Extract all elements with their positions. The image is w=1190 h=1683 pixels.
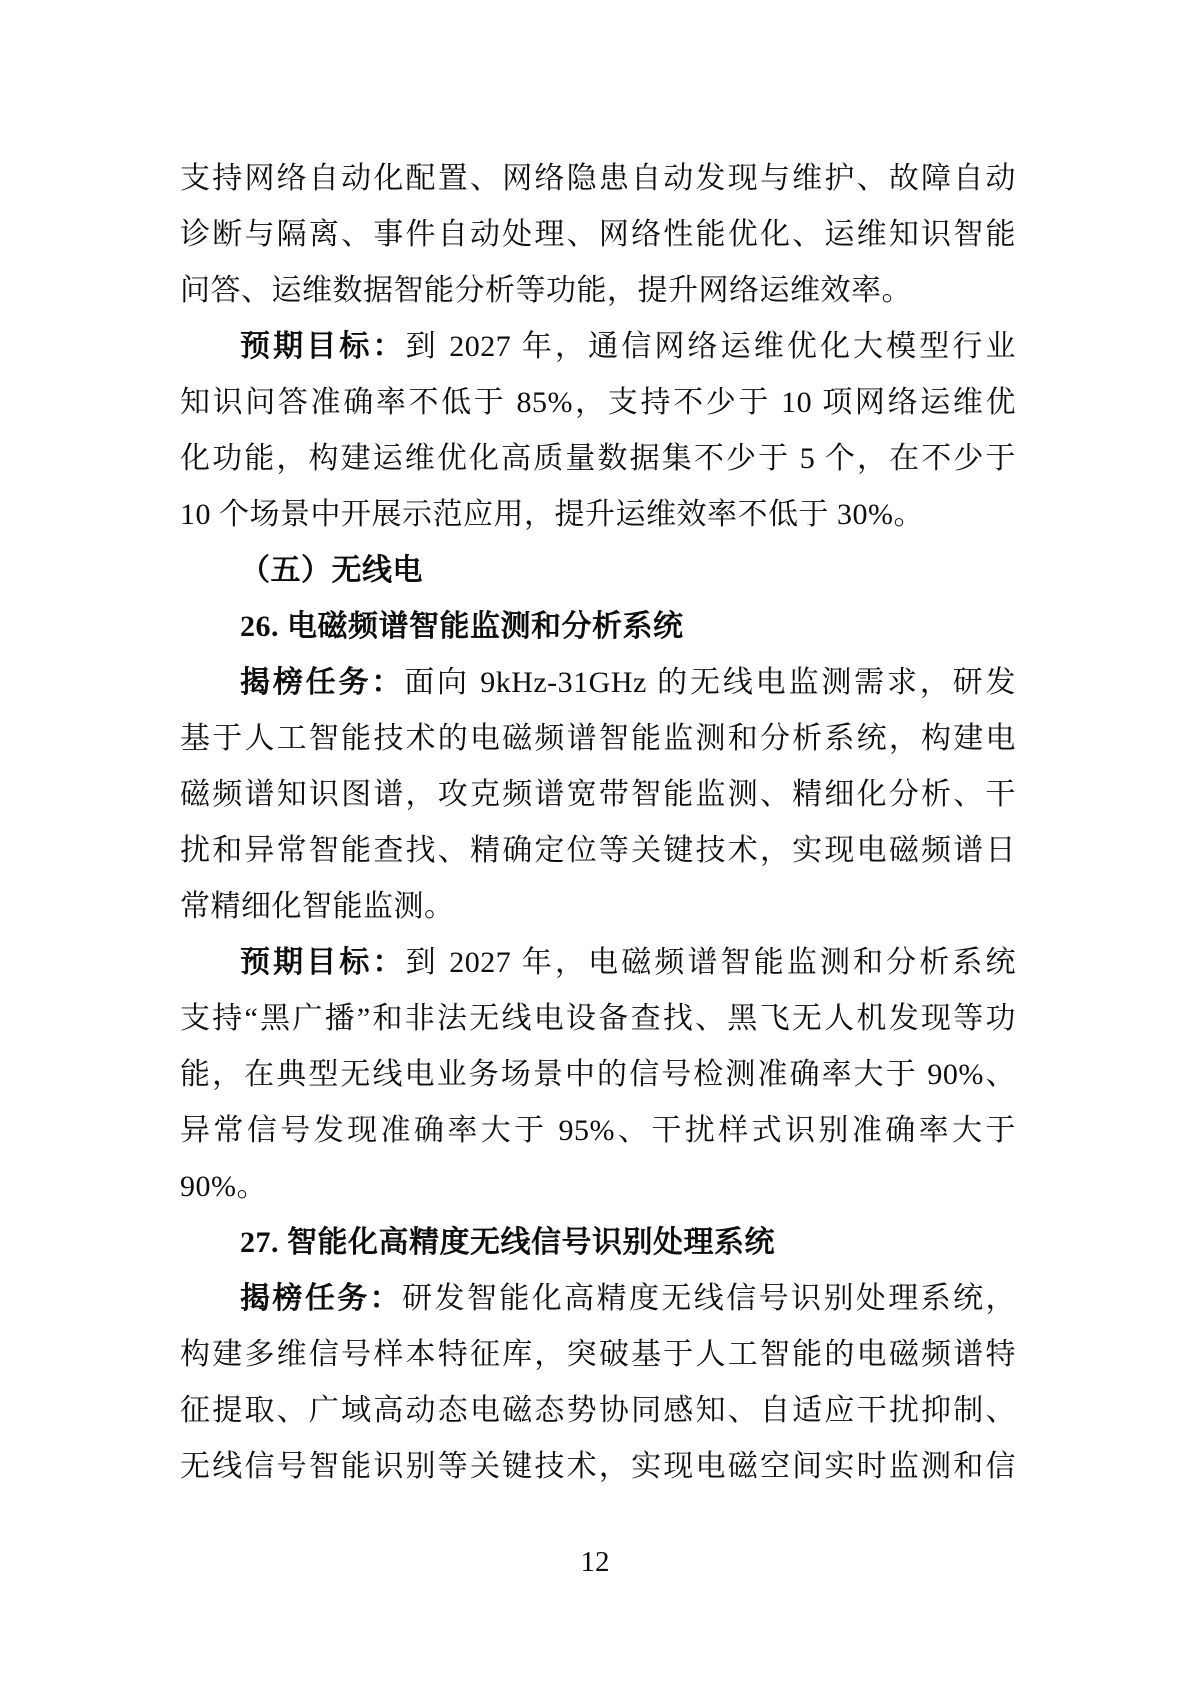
line-text: 到 2027 年，通信网络运维优化大模型行业 bbox=[405, 330, 1017, 363]
text-line: 无线信号智能识别等关键技术，实现电磁空间实时监测和信 bbox=[180, 1450, 1016, 1483]
text-line: 异常信号发现准确率大于 95%、干扰样式识别准确率大于 bbox=[180, 1114, 1016, 1147]
line-text: 面向 9kHz-31GHz 的无线电监测需求，研发 bbox=[404, 666, 1017, 699]
text-line: 知识问答准确率不低于 85%，支持不少于 10 项网络运维优 bbox=[180, 386, 1016, 419]
text-line: 基于人工智能技术的电磁频谱智能监测和分析系统，构建电 bbox=[180, 722, 1016, 755]
line-text: 到 2027 年，电磁频谱智能监测和分析系统 bbox=[405, 946, 1017, 979]
text-line: 10 个场景中开展示范应用，提升运维效率不低于 30%。 bbox=[180, 498, 924, 531]
text-line: 能，在典型无线电业务场景中的信号检测准确率大于 90%、 bbox=[180, 1058, 1016, 1091]
page-number: 12 bbox=[580, 1546, 610, 1578]
item-heading-27: 27. 智能化高精度无线信号识别处理系统 bbox=[240, 1226, 775, 1259]
text-line: 扰和异常智能查找、精确定位等关键技术，实现电磁频谱日 bbox=[180, 834, 1016, 867]
task-label: 揭榜任务： bbox=[240, 1282, 403, 1315]
text-line: 常精细化智能监测。 bbox=[180, 890, 455, 923]
text-line: 征提取、广域高动态电磁态势协同感知、自适应干扰抑制、 bbox=[180, 1394, 1016, 1427]
text-line: 支持网络自动化配置、网络隐患自动发现与维护、故障自动 bbox=[180, 162, 1016, 195]
paragraph-start-line bbox=[180, 319, 1016, 375]
text-line: 磁频谱知识图谱，攻克频谱宽带智能监测、精细化分析、干 bbox=[180, 778, 1016, 811]
expected-goal-label: 预期目标： bbox=[240, 946, 406, 979]
paragraph-start-line bbox=[180, 1271, 1016, 1327]
paragraph-start-line bbox=[180, 935, 1016, 991]
text-line: 化功能，构建运维优化高质量数据集不少于 5 个，在不少于 bbox=[180, 442, 1016, 475]
line-text: 研发智能化高精度无线信号识别处理系统， bbox=[402, 1282, 1017, 1315]
text-line: 支持“黑广播”和非法无线电设备查找、黑飞无人机发现等功 bbox=[180, 1002, 1016, 1035]
text-line: 问答、运维数据智能分析等功能，提升网络运维效率。 bbox=[180, 274, 912, 307]
item-heading-26: 26. 电磁频谱智能监测和分析系统 bbox=[240, 610, 684, 643]
text-line: 90%。 bbox=[180, 1170, 267, 1203]
task-label: 揭榜任务： bbox=[240, 666, 405, 699]
text-line: 构建多维信号样本特征库，突破基于人工智能的电磁频谱特 bbox=[180, 1338, 1016, 1371]
paragraph-start-line bbox=[180, 655, 1016, 711]
text-line: 诊断与隔离、事件自动处理、网络性能优化、运维知识智能 bbox=[180, 218, 1016, 251]
section-heading-wireless: （五）无线电 bbox=[240, 554, 423, 587]
expected-goal-label: 预期目标： bbox=[240, 330, 406, 363]
text-block bbox=[180, 151, 1016, 1495]
